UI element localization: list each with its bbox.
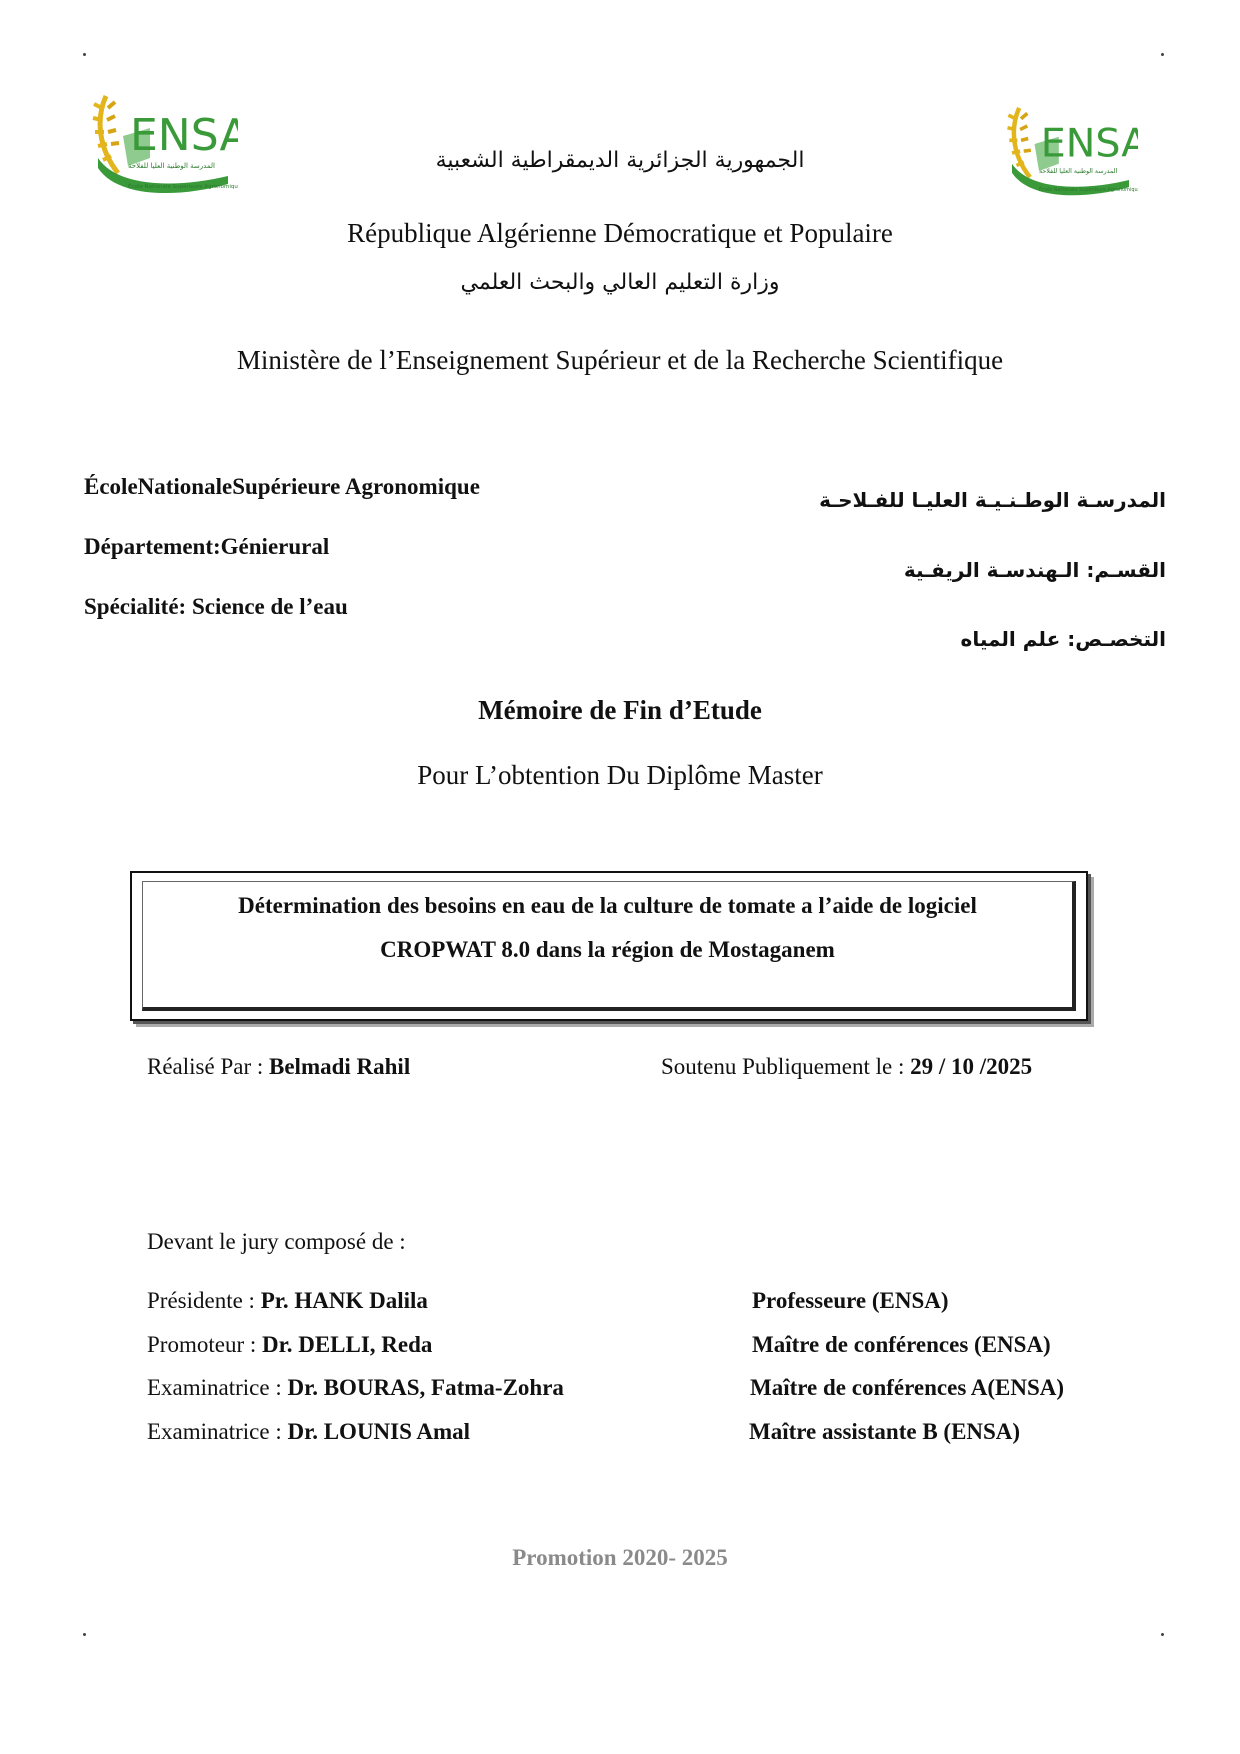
jury-role: Promoteur :: [147, 1332, 262, 1357]
svg-text:École Nationale Supérieure Agr: École Nationale Supérieure Agronomique: [1039, 186, 1138, 193]
corner-mark: [1161, 53, 1164, 56]
republic-french: République Algérienne Démocratique et Populaire: [347, 218, 893, 248]
thesis-title-line-1: Détermination des besoins en eau de la culture de tomate a l’aide de logiciel: [238, 893, 977, 918]
author-line: [147, 1054, 410, 1080]
jury-role: Examinatrice :: [147, 1419, 288, 1444]
defense-label: Soutenu Publiquement le :: [661, 1054, 911, 1079]
jury-name: Dr. BOURAS, Fatma-Zohra: [287, 1375, 564, 1400]
jury-name: Pr. HANK Dalila: [260, 1288, 428, 1313]
svg-text:ENSA: ENSA: [1040, 120, 1138, 167]
defense-line: [661, 1054, 1032, 1080]
jury-member-role-name: [147, 1288, 428, 1314]
thesis-title-line-2: CROPWAT 8.0 dans la région de Mostaganem: [380, 937, 835, 962]
corner-mark: [83, 53, 86, 56]
svg-text:المدرسة الوطنية العليا للفلاحة: المدرسة الوطنية العليا للفلاحة: [128, 162, 215, 170]
corner-mark: [83, 1633, 86, 1636]
svg-text:ENSA: ENSA: [130, 110, 238, 161]
school-name-ar: المدرسـة الوطـنـيـة العليـا للفـلاحـة: [819, 488, 1166, 512]
jury-member-role-name: [147, 1419, 470, 1445]
specialty-ar: التخصـص: علم المياه: [960, 627, 1166, 651]
jury-role: Examinatrice :: [147, 1375, 288, 1400]
specialty-fr: Spécialité: Science de l’eau: [84, 594, 348, 619]
jury-name: Dr. DELLI, Reda: [262, 1332, 433, 1357]
jury-name: Dr. LOUNIS Amal: [287, 1419, 471, 1444]
jury-member-role-name: [147, 1332, 432, 1358]
republic-arabic: الجمهورية الجزائرية الديمقراطية الشعبية: [435, 148, 805, 173]
thesis-purpose: Pour L’obtention Du Diplôme Master: [417, 760, 823, 790]
ministry-arabic: وزارة التعليم العالي والبحث العلمي: [460, 270, 780, 295]
ensa-logo-left: [88, 88, 238, 203]
jury-title: Maître de conférences (ENSA): [752, 1332, 1051, 1357]
jury-member-role-name: [147, 1375, 564, 1401]
thesis-type: Mémoire de Fin d’Etude: [478, 695, 762, 725]
promotion-years: Promotion 2020- 2025: [512, 1545, 728, 1570]
jury-intro: Devant le jury composé de :: [147, 1229, 406, 1254]
school-name-fr: ÉcoleNationaleSupérieure Agronomique: [84, 474, 480, 499]
jury-title: Professeure (ENSA): [752, 1288, 949, 1313]
thesis-title-frame: [142, 881, 1076, 1011]
author-name: Belmadi Rahil: [269, 1054, 411, 1079]
ensa-logo-icon: [88, 88, 238, 203]
corner-mark: [1161, 1633, 1164, 1636]
defense-date: 29 / 10 /2025: [910, 1054, 1033, 1079]
ministry-french: Ministère de l’Enseignement Supérieur et de la Recherche Scientifique: [236, 345, 1004, 375]
author-label: Réalisé Par :: [147, 1054, 269, 1079]
svg-text:École Nationale Supérieure Agr: École Nationale Supérieure Agronomique: [128, 184, 238, 190]
department-fr: Département:Génierural: [84, 534, 330, 559]
jury-role: Présidente :: [147, 1288, 261, 1313]
svg-text:المدرسة الوطنية العليا للفلاحة: المدرسة الوطنية العليا للفلاحة: [1039, 167, 1118, 175]
department-ar: القسـم: الـهندسـة الريفـية: [903, 558, 1166, 582]
jury-title: Maître assistante B (ENSA): [749, 1419, 1021, 1444]
jury-title: Maître de conférences A(ENSA): [750, 1375, 1065, 1400]
thesis-title-box: [130, 871, 1088, 1021]
